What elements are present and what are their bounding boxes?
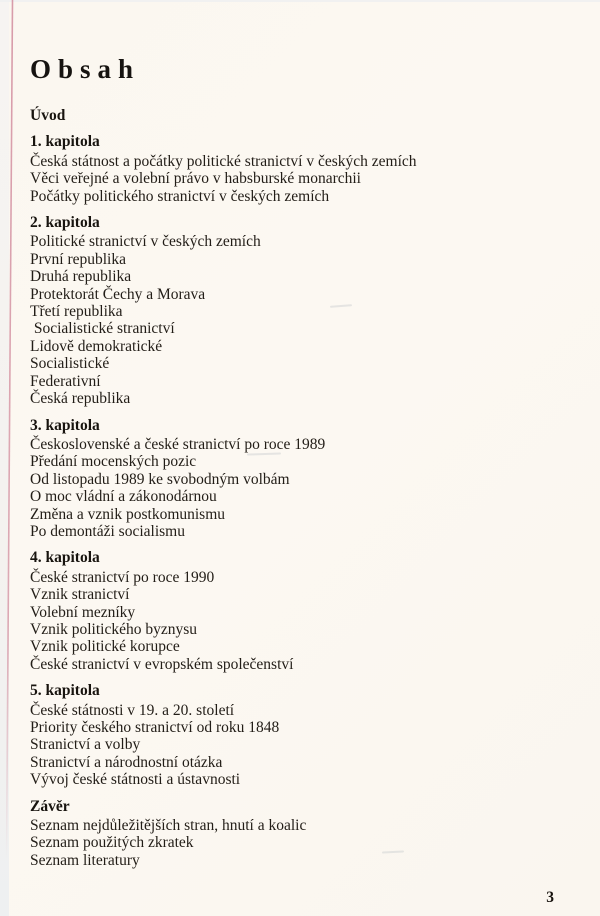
toc-item: Federativní bbox=[30, 372, 101, 390]
toc-section bbox=[30, 682, 560, 788]
toc-item: Socialistické bbox=[30, 355, 110, 373]
toc-section bbox=[30, 214, 560, 407]
toc-section bbox=[30, 417, 560, 541]
toc-item: Volební mezníky bbox=[30, 603, 136, 621]
toc-item: Počátky politického stranictví v českých zemích bbox=[30, 187, 330, 205]
toc-section bbox=[30, 798, 560, 870]
toc-item: České stranictví po roce 1990 bbox=[30, 568, 215, 586]
toc-item: Třetí republika bbox=[30, 303, 123, 321]
toc-item: České stranictví v evropském společenství bbox=[30, 655, 294, 673]
toc-item: Seznam literatury bbox=[30, 851, 140, 869]
spine-crease-line bbox=[0, 0, 24, 916]
section-heading: 2. kapitola bbox=[30, 214, 100, 232]
toc-item: Československé a české stranictví po roce 1989 bbox=[30, 435, 326, 453]
toc-item: Stranictví a volby bbox=[30, 736, 141, 754]
toc-item: První republika bbox=[30, 250, 126, 268]
toc-item: Vývoj české státnosti a ústavnosti bbox=[30, 771, 241, 789]
toc-item: Protektorát Čechy a Morava bbox=[30, 285, 206, 303]
toc-item: Od listopadu 1989 ke svobodným volbám bbox=[30, 470, 290, 488]
toc-item: Po demontáži socialismu bbox=[30, 522, 185, 540]
toc-item: Česká republika bbox=[30, 390, 131, 408]
toc-item: Vznik politického byznysu bbox=[30, 620, 198, 638]
toc-item: Politické stranictví v českých zemích bbox=[30, 233, 261, 251]
toc-item: Vznik politické korupce bbox=[30, 638, 180, 656]
toc-item: Seznam použitých zkratek bbox=[30, 834, 194, 852]
section-heading: 1. kapitola bbox=[30, 133, 100, 151]
toc-item: Předání mocenských pozic bbox=[30, 453, 197, 471]
section-heading: Závěr bbox=[30, 797, 70, 815]
toc-item: Druhá republika bbox=[30, 268, 132, 286]
page-number: 3 bbox=[546, 889, 554, 906]
toc-item: Vznik stranictví bbox=[30, 586, 130, 604]
toc-item: Věci veřejné a volební právo v habsburské monarchii bbox=[30, 170, 361, 188]
toc-item: Česká státnost a počátky politické stranictví v českých zemích bbox=[30, 152, 417, 170]
toc-item: Stranictví a národnostní otázka bbox=[30, 753, 223, 771]
toc-section bbox=[30, 549, 560, 673]
toc-item: České státnosti v 19. a 20. století bbox=[30, 701, 235, 719]
section-heading: 4. kapitola bbox=[30, 549, 100, 567]
toc-item: Socialistické stranictví bbox=[30, 320, 175, 338]
section-heading: Úvod bbox=[30, 107, 66, 124]
toc-section bbox=[30, 107, 560, 124]
section-heading: 5. kapitola bbox=[30, 682, 100, 700]
scan-top-edge bbox=[0, 0, 600, 2]
toc-sections bbox=[30, 107, 560, 869]
section-heading: 3. kapitola bbox=[30, 416, 100, 434]
toc-section bbox=[30, 133, 560, 205]
page-title: Obsah bbox=[30, 54, 141, 84]
toc-item: Priority českého stranictví od roku 1848 bbox=[30, 719, 280, 736]
toc-item: O moc vládní a zákonodárnou bbox=[30, 488, 217, 506]
toc-item: Lidově demokratické bbox=[30, 337, 163, 355]
toc-item: Změna a vznik postkomunismu bbox=[30, 505, 226, 523]
toc-item: Seznam nejdůležitějších stran, hnutí a koalic bbox=[30, 817, 307, 835]
table-of-contents bbox=[30, 56, 560, 869]
